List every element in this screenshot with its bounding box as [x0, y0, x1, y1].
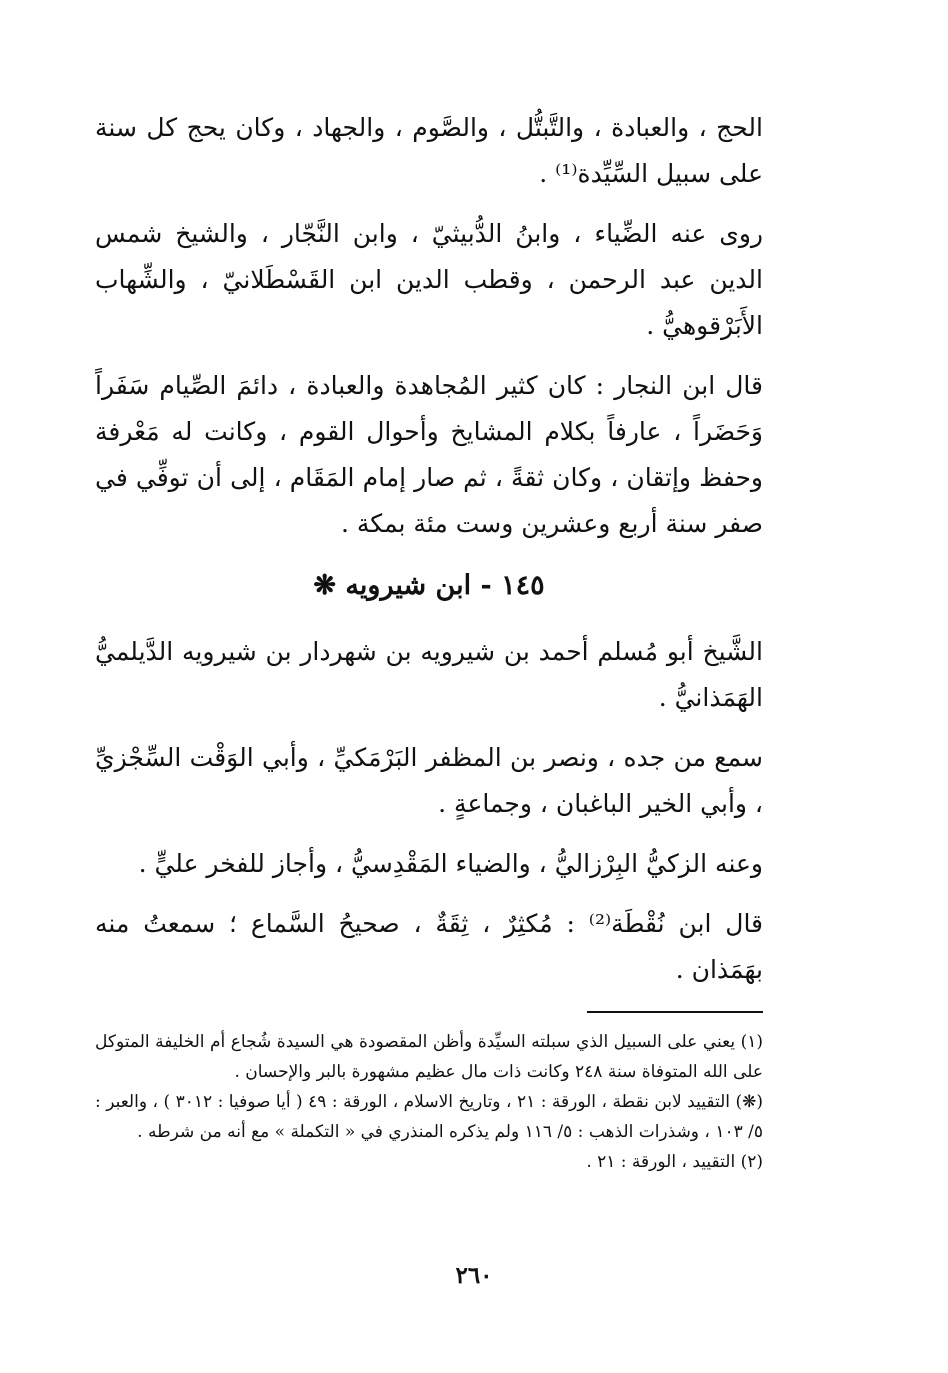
entry-ibn-nuqta-paragraph: قال ابن نُقْطَة⁽²⁾ : مُكثِرٌ ، ثِقَةٌ ، صحيحُ السَّماع ؛ سمعتُ منه بهَمَذان .: [95, 909, 764, 984]
footnote-star: (❋) التقييد لابن نقطة ، الورقة : ٢١ ، وتاريخ الاسلام ، الورقة : ٤٩ ( أيا صوفيا : ٣٠١٢ ) ، والعبر : ٥/ ١٠٣ ، وشذرات الذهب : ٥/ ١١٦ ولم يذكره المنذري في « التكملة » مع أنه من شرطه .: [95, 1092, 763, 1142]
page-body: [95, 105, 763, 1177]
footnote-1: (١) يعني على السبيل الذي سبلته السيِّدة وأظن المقصودة هي السيدة شُجاع أم الخليفة المتوكل على الله المتوفاة سنة ٢٤٨ وكانت ذات مال عظيم مشهورة بالبر والإحسان .: [95, 1032, 763, 1082]
paragraph-narrators: روى عنه الضِّياء ، وابنُ الدُّبيثيّ ، وابن النَّجّار ، والشيخ شمس الدين عبد الرحمن ، وقطب الدين ابن القَسْطَلانيّ ، والشِّهاب الأَبَرْقوهيُّ .: [95, 219, 763, 340]
footnote-2: (٢) التقييد ، الورقة : ٢١ .: [586, 1152, 763, 1172]
entry-students-paragraph: وعنه الزكيُّ البِرْزاليُّ ، والضياء المَقْدِسيُّ ، وأجاز للفخر عليٍّ .: [138, 849, 763, 878]
entry-heading: ١٤٥ - ابن شيرويه ❋: [313, 570, 545, 601]
paragraph-ibn-najjar-quote: قال ابن النجار : كان كثير المُجاهدة والعبادة ، دائمَ الصِّيام سَفَراً وَحَضَراً ، عارفاً بكلام المشايخ وأحوال القوم ، وكانت له مَعْرفة وحفظ وإتقان ، وكان ثقةً ، ثم صار إمام المَقَام ، إلى أن توفِّي في صفر سنة أربع وعشرين وست مئة بمكة .: [95, 371, 763, 538]
footnote-divider: [587, 1011, 763, 1013]
page-number: ٢٦٠: [455, 1262, 493, 1289]
entry-teachers-paragraph: سمع من جده ، ونصر بن المظفر البَرْمَكيِّ ، وأبي الوَقْت السِّجْزيِّ ، وأبي الخير الباغبان ، وجماعةٍ .: [95, 743, 763, 818]
entry-name-paragraph: الشَّيخ أبو مُسلم أحمد بن شيرويه بن شهردار بن شيرويه الدَّيلميُّ الهَمَذانيُّ .: [95, 637, 763, 712]
paragraph-worship: الحج ، والعبادة ، والتَّبتُّل ، والصَّوم ، والجهاد ، وكان يحج كل سنة على سبيل السِّيِّدة⁽¹⁾ .: [95, 113, 763, 188]
